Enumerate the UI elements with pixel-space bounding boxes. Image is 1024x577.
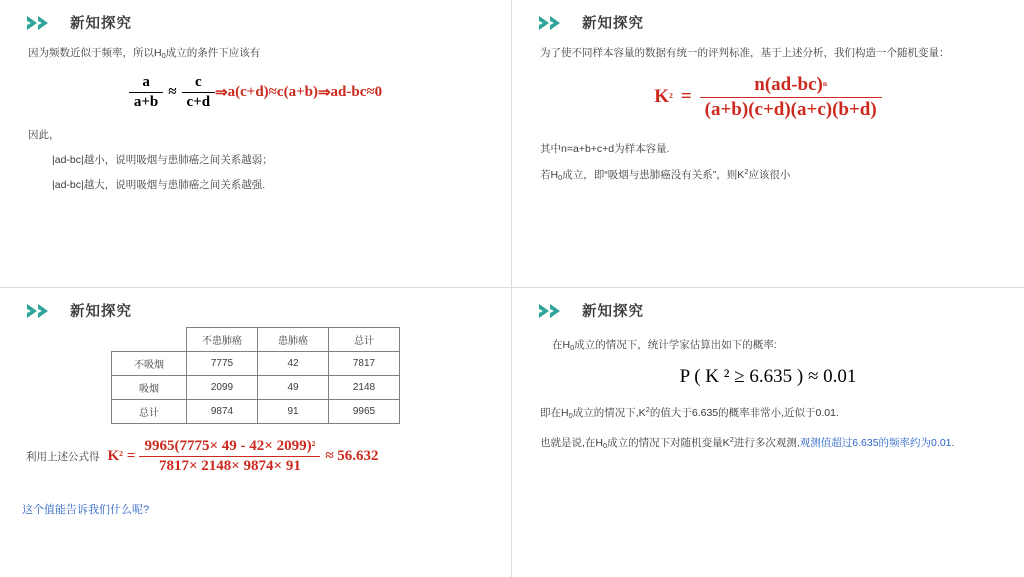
slide-3-equals: = [126,448,136,464]
slide-1-bullet-1: |ad-bc|越小，说明吸烟与患肺癌之间关系越弱； [52,153,273,166]
fraction-c-over-cd [182,74,216,111]
slide-3-num-exp: 2 [311,439,316,448]
table-row-label-3: 总计 [112,400,187,424]
slide-4-header [512,288,1024,321]
slide-1-line1 [28,45,483,62]
slide-4-formula: P ( K ² ≥ 6.635 ) ≈ 0.01 [679,366,857,387]
table-cell-r3c3: 9965 [329,400,400,424]
slide-1-line1-sub: 0 [161,51,166,60]
slide-2-line1: 为了使不同样本容量的数据有统一的评判标准，基于上述分析，我们构造一个随机变量： [540,47,950,59]
slide-4-title: 新知探究 [582,304,644,320]
slide-3-lead: 利用上述公式得 [26,451,100,463]
slide-4-note1-a: 即在H [540,407,569,419]
slide-2-note-2 [540,166,996,184]
slide-2-title: 新知探究 [582,16,644,32]
slide-1 [0,0,512,288]
slide-2-equals: = [680,86,692,108]
slide-2-body [512,33,1024,184]
slide-4-note2-end: . [951,437,955,449]
slide-4-note2-sup: 2 [729,435,734,444]
frac2-numerator: c [182,74,216,93]
slide-2-note2-sub: 0 [558,172,563,182]
slide-2-note2-b: 成立，即“吸烟与患肺癌没有关系”，则K [562,168,745,181]
slide-3-numerator [139,438,320,457]
table-cell-r2c2: 49 [258,376,329,400]
slide-3-header [0,288,511,321]
slide-1-expr2: ad-bc≈0 [330,84,383,100]
slide-1-expr1: a(c+d)≈c(a+b) [227,84,318,100]
slide-4-note1-b: 成立的情况下,K [572,407,646,419]
slide-1-body [0,33,511,193]
slide-4-note1-c: 的值大于6.635的概率非常小,近似于0.01. [649,407,839,419]
smoking-lungcancer-table [111,327,400,424]
slide-2-numerator [700,74,882,98]
slide-2-note2-a: 若H [540,168,559,181]
slide-1-line1-text: 因为频数近似于频率，所以H [28,47,162,59]
slide-4-line1-b: 成立的情况下，统计学家估算出如下的概率: [574,339,777,351]
slide-4 [512,288,1024,577]
table-corner-cell [112,328,187,352]
slide-3-denominator: 7817× 2148× 9874× 91 [158,458,301,474]
slide-2-lhs-exp: 2 [669,91,673,101]
slide-2-note2-sup: 2 [744,166,749,176]
table-header-row [112,328,400,352]
slide-1-formula [28,74,483,111]
slide-4-line1-sub: 0 [570,343,575,352]
slide-1-therefore: 因此， [28,129,60,141]
table-row-label-1: 不吸烟 [112,352,187,376]
slide-2-num-exp: n [822,78,828,88]
table-cell-r1c2: 42 [258,352,329,376]
table-cell-r3c2: 91 [258,400,329,424]
slide-2-note2-c: 应该很小 [748,168,791,181]
slide-2-num-text: n(ad-bc) [754,73,823,95]
slide-4-note1-sub: 0 [568,411,573,420]
implies-sign-1: ⇒ [215,85,228,101]
slide-4-body [512,321,1024,452]
frac1-denominator: a+b [133,94,159,110]
table-col-header-3: 总计 [329,328,400,352]
slide-1-title: 新知探究 [70,16,132,32]
slide-3-formula-row [0,438,511,475]
slide-3-lhs [108,448,123,465]
slide-3-title: 新知探究 [70,304,132,320]
table-cell-r1c3: 7817 [329,352,400,376]
table-cell-r2c1: 2099 [187,376,258,400]
slide-4-note2-b: 成立的情况下对随机变量K [607,437,730,449]
table-cell-r3c1: 9874 [187,400,258,424]
approx-sign-1: ≈ [168,84,177,100]
table-col-header-2: 患肺癌 [258,328,329,352]
implies-sign-2: ⇒ [317,85,331,101]
slide-3-table-wrap [0,321,511,424]
table-row [112,400,400,424]
slide-2 [512,0,1024,288]
table-cell-r2c3: 2148 [329,376,400,400]
slide-2-header [512,0,1024,33]
slide-1-header [0,0,511,33]
slide-2-denominator: (a+b)(c+d)(a+c)(b+d) [704,98,877,120]
slide-2-formula [540,74,996,121]
slide-3-lhs-exp: 2 [119,449,123,458]
frac1-numerator: a [129,74,163,93]
slide-2-lhs-k: K [654,86,670,108]
table-col-header-1: 不患肺癌 [187,328,258,352]
table-row [112,352,400,376]
double-chevron-right-icon [26,303,56,319]
frac2-denominator: c+d [186,94,211,110]
slide-1-bullet-2: |ad-bc|越大，说明吸烟与患肺癌之间关系越强. [52,178,266,191]
slide-4-note2-a: 也就是说,在H [540,437,603,449]
double-chevron-right-icon [538,15,568,31]
slide-2-note-1: 其中n=a+b+c+d为样本容量. [540,142,670,155]
slide-4-note1-sup: 2 [645,405,650,414]
slide-3-fraction [139,438,320,475]
slide-3-question: 这个值能告诉我们什么呢? [22,504,150,516]
slide-4-note2-highlight: 观测值超过6.635的频率约为0.01 [799,437,952,449]
slide-3 [0,288,512,577]
slide-3-result: ≈ 56.632 [325,448,379,464]
slide-2-lhs [654,86,673,108]
slide-4-note-1 [540,404,996,422]
table-row-label-2: 吸烟 [112,376,187,400]
slide-3-num-text: 9965(7775× 49 - 42× 2099) [144,438,312,454]
slide-4-line1 [540,337,996,354]
slide-4-note2-c: 进行多次观测, [733,437,800,449]
table-row [112,376,400,400]
slide-1-line1-rest: 成立的条件下应该有 [165,47,261,59]
slide-2-fraction [700,74,882,121]
double-chevron-right-icon [538,303,568,319]
table-cell-r1c1: 7775 [187,352,258,376]
slide-3-formula [108,438,379,475]
slide-3-lhs-k: K [107,448,120,464]
slide-4-line1-a: 在H [552,339,571,351]
slide-4-note2-sub: 0 [603,441,608,450]
fraction-a-over-ab [129,74,163,111]
slide-4-note-2 [540,434,996,452]
double-chevron-right-icon [26,15,56,31]
